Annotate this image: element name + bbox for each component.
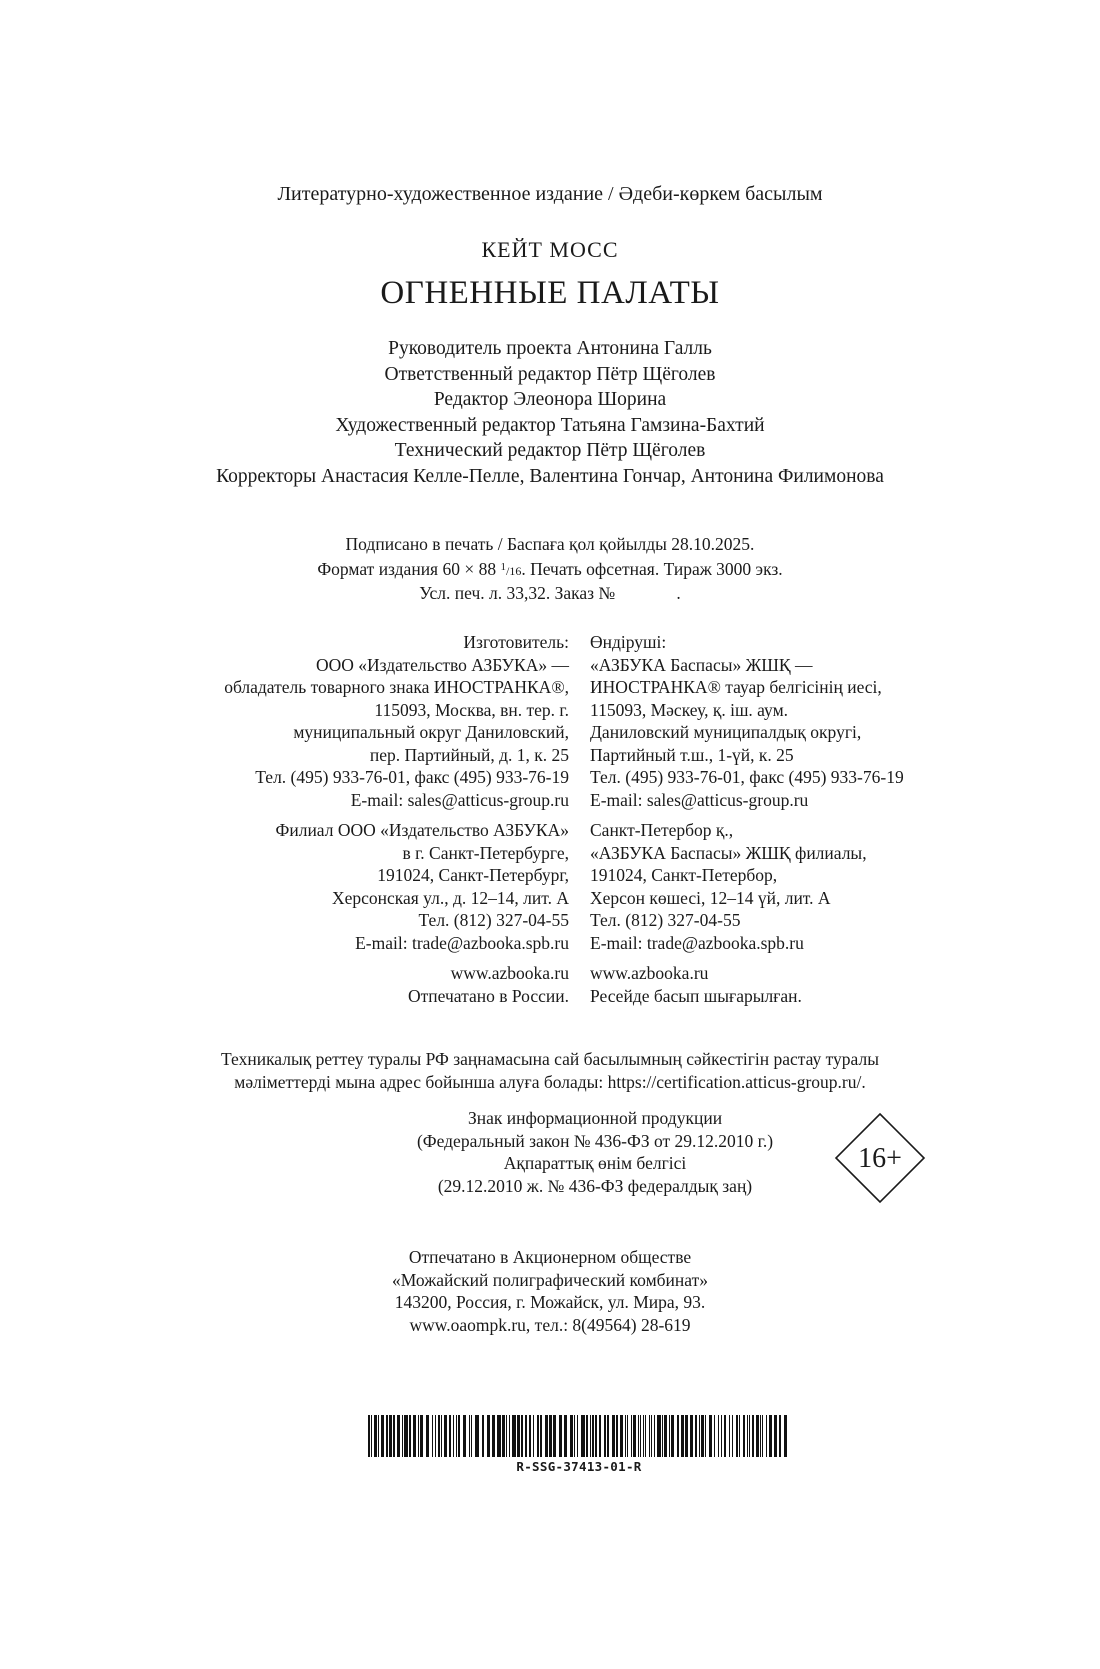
barcode-bar: [577, 1415, 578, 1457]
manufacturer-ru-line: Изготовитель:: [463, 632, 569, 652]
credit-line: Корректоры Анастасия Келле-Пелле, Валентина Гончар, Антонина Филимонова: [216, 465, 884, 487]
barcode-bar: [540, 1415, 542, 1457]
barcode-bar: [766, 1415, 767, 1457]
format-sub: /16: [505, 563, 522, 578]
barcode-bar: [654, 1415, 655, 1457]
credit-line: Художественный редактор Татьяна Гамзина-Бахтий: [335, 414, 765, 436]
barcode-bar: [502, 1415, 505, 1457]
barcode-bar: [397, 1415, 400, 1457]
sheets-line: Усл. печ. л. 33,32. Заказ № .: [419, 583, 681, 603]
manufacturer-kz-line: E-mail: sales@atticus-group.ru: [590, 789, 809, 810]
credit-line: Ответственный редактор Пётр Щёголев: [384, 363, 716, 385]
book-title: ОГНЕННЫЕ ПАЛАТЫ: [380, 275, 720, 311]
branch-ru-line: Тел. (812) 327-04-55: [418, 910, 569, 930]
manufacturer-kz-line: «АЗБУКА Баспасы» ЖШҚ —: [590, 654, 813, 675]
barcode-bar: [695, 1415, 697, 1457]
barcode-bar: [545, 1415, 548, 1457]
barcode-bar: [386, 1415, 388, 1457]
barcode-bar: [599, 1415, 601, 1457]
barcode-bar: [784, 1415, 787, 1457]
barcode-bar: [595, 1415, 597, 1457]
manufacturer-ru-line: 115093, Москва, вн. тер. г.: [374, 699, 569, 720]
tech-regulation: [0, 1048, 1100, 1093]
barcode-bar: [705, 1415, 706, 1457]
printer-line: 143200, Россия, г. Можайск, ул. Мира, 93.: [394, 1292, 706, 1312]
barcode-bar: [592, 1415, 594, 1457]
barcode-bar: [378, 1415, 379, 1457]
barcode-bar: [604, 1415, 606, 1457]
barcode-bar: [709, 1415, 712, 1457]
barcode-bar: [724, 1415, 726, 1457]
barcode-bar: [564, 1415, 567, 1457]
credit-line: Руководитель проекта Антонина Галль: [388, 338, 712, 359]
barcode-bar: [752, 1415, 754, 1457]
barcode-bar: [607, 1415, 609, 1457]
branch-kz-line: Санкт-Петербор қ.,: [590, 820, 734, 840]
branch-ru-line: Филиал ООО «Издательство АЗБУКА»: [275, 820, 569, 840]
barcode-bar: [643, 1415, 644, 1457]
barcode-bar: [469, 1415, 470, 1457]
barcode-bar: [574, 1415, 575, 1457]
manufacturer-kz-line: Өндіруші:: [590, 632, 667, 652]
barcode-bar: [662, 1415, 663, 1457]
barcode-bar: [533, 1415, 534, 1457]
printer-line: www.oaompk.ru, тел.: 8(49564) 28-619: [409, 1314, 691, 1335]
manufacturer-ru-line: обладатель товарного знака ИНОСТРАНКА®,: [224, 677, 569, 697]
manufacturer-ru-line: E-mail: sales@atticus-group.ru: [350, 789, 569, 810]
branch-ru-line: 191024, Санкт-Петербург,: [377, 865, 569, 885]
barcode-bar: [475, 1415, 479, 1457]
barcode-bar: [402, 1415, 403, 1457]
barcode-bar: [418, 1415, 419, 1457]
credits-block: [0, 336, 1100, 489]
manufacturer-ru-line: пер. Партийный, д. 1, к. 25: [369, 744, 569, 765]
barcode-bar: [762, 1415, 763, 1457]
barcode-bar: [453, 1415, 454, 1457]
barcode-bar: [640, 1415, 641, 1457]
barcode-bar: [435, 1415, 436, 1457]
branch-kz-line: 191024, Санкт-Петербор,: [590, 865, 778, 885]
manufacturer-kz-line: ИНОСТРАНКА® тауар белгісінің иесі,: [590, 677, 882, 697]
branch-ru-line: E-mail: trade@azbooka.spb.ru: [355, 932, 569, 953]
barcode-bar: [620, 1415, 623, 1457]
manufacturer-kz-line: Партийный т.ш., 1-үй, к. 25: [590, 744, 794, 765]
barcode-bar: [649, 1415, 650, 1457]
format-sup: 1: [500, 560, 506, 573]
info-sign-line: (29.12.2010 ж. № 436-ФЗ федералдық заң): [437, 1175, 753, 1196]
barcode-bar: [509, 1415, 510, 1457]
branch-ru: [276, 819, 569, 954]
barcode-bar: [612, 1415, 615, 1457]
barcode-bar: [739, 1415, 740, 1457]
web-kz: [590, 962, 802, 1007]
barcode-bar: [671, 1415, 674, 1457]
barcode-bar: [718, 1415, 719, 1457]
info-sign-line: Знак информационной продукции: [467, 1108, 723, 1128]
barcode-bar: [743, 1415, 745, 1457]
barcode-bar: [441, 1415, 442, 1457]
barcode-bar: [512, 1415, 516, 1457]
barcode-bar: [420, 1415, 423, 1457]
website-ru: www.azbooka.ru: [450, 963, 569, 983]
barcode-bar: [497, 1415, 501, 1457]
barcode-bar: [553, 1415, 556, 1457]
manufacturer-ru: [224, 631, 569, 811]
print-info: [0, 533, 1100, 605]
barcode-bar: [677, 1415, 679, 1457]
barcode-bar: [681, 1415, 684, 1457]
barcode-bar: [506, 1415, 507, 1457]
barcode-bar: [747, 1415, 748, 1457]
age-rating-text: 16+: [858, 1143, 902, 1174]
barcode-bar: [537, 1415, 539, 1457]
barcode-bar: [438, 1415, 440, 1457]
branch-kz: [590, 819, 867, 954]
credit-line: Редактор Элеонора Шорина: [433, 389, 667, 410]
barcode-bar: [521, 1415, 523, 1457]
edition-type: Литературно-художественное издание / Әдеби-көркем басылым: [277, 183, 823, 205]
printer-line: Отпечатано в Акционерном обществе: [408, 1247, 692, 1267]
barcode-bar: [559, 1415, 562, 1457]
barcode-bar: [631, 1415, 632, 1457]
branch-kz-line: Тел. (812) 327-04-55: [590, 910, 741, 930]
barcode-bar: [749, 1415, 750, 1457]
barcode-bar: [721, 1415, 722, 1457]
printed-in-kz: Ресейде басып шығарылған.: [590, 985, 802, 1006]
barcode-bar: [633, 1415, 636, 1457]
barcode-bar: [458, 1415, 460, 1457]
format-line: [0, 556, 1100, 583]
barcode-bar: [729, 1415, 730, 1457]
info-sign: [360, 1107, 830, 1197]
barcode-bar: [779, 1415, 781, 1457]
barcode-bar: [449, 1415, 451, 1457]
branch-ru-line: Херсонская ул., д. 12–14, лит. А: [331, 887, 569, 908]
barcode-bar: [409, 1415, 411, 1457]
barcode-bar: [756, 1415, 759, 1457]
format-suffix: . Печать офсетная. Тираж 3000 экз.: [521, 558, 783, 579]
barcode-bar: [732, 1415, 733, 1457]
barcode-bar: [657, 1415, 661, 1457]
barcode-bar: [736, 1415, 738, 1457]
barcode-bar: [517, 1415, 520, 1457]
barcode-bar: [638, 1415, 639, 1457]
barcode-bar: [625, 1415, 626, 1457]
manufacturer-ru-line: Тел. (495) 933-76-01, факс (495) 933-76-19: [255, 767, 569, 787]
signed-line: Подписано в печать / Баспаға қол қойылды 28.10.2025.: [345, 534, 755, 554]
age-rating-badge: [834, 1112, 926, 1204]
barcode-bar: [463, 1415, 466, 1457]
barcode-bar: [381, 1415, 384, 1457]
barcode-bar: [413, 1415, 416, 1457]
printer-info: [0, 1246, 1100, 1336]
barcode-bar: [529, 1415, 531, 1457]
barcode-label: R-SSG-37413-01-R: [516, 1459, 642, 1474]
barcode-bar: [586, 1415, 588, 1457]
barcode-bar: [404, 1415, 408, 1457]
tech-regulation-line: Техникалық реттеу туралы РФ заңнамасына сай басылымның сәйкестігін растау туралы: [221, 1049, 879, 1069]
barcode-bar: [570, 1415, 573, 1457]
barcode-bar: [393, 1415, 395, 1457]
manufacturer-ru-line: ООО «Издательство АЗБУКА» —: [315, 654, 569, 675]
info-sign-line: (Федеральный закон № 436-ФЗ от 29.12.2010 г.): [416, 1130, 774, 1151]
barcode-bar: [456, 1415, 457, 1457]
branch-kz-line: Херсон көшесі, 12–14 үй, лит. А: [590, 887, 831, 908]
barcode-bar: [690, 1415, 693, 1457]
printed-in-ru: Отпечатано в России.: [408, 985, 569, 1006]
credit-line: Технический редактор Пётр Щёголев: [394, 440, 706, 461]
barcode-bar: [444, 1415, 447, 1457]
barcode-bar: [627, 1415, 628, 1457]
barcode-bar: [581, 1415, 585, 1457]
barcode-bar: [685, 1415, 688, 1457]
manufacturer-kz-line: Тел. (495) 933-76-01, факс (495) 933-76-19: [590, 767, 904, 787]
barcode-bar: [374, 1415, 377, 1457]
barcode-bar: [760, 1415, 761, 1457]
barcode-bar: [389, 1415, 392, 1457]
barcode: [368, 1415, 790, 1457]
barcode-bar: [714, 1415, 715, 1457]
barcode-bar: [492, 1415, 495, 1457]
barcode-bar: [549, 1415, 552, 1457]
format-prefix: Формат издания 60 × 88: [317, 558, 501, 579]
barcode-bar: [482, 1415, 484, 1457]
tech-regulation-line: мәліметтерді мына адрес бойынша алуға болады: https://certification.atticus-group.ru/.: [234, 1071, 866, 1092]
barcode-bar: [774, 1415, 777, 1457]
barcode-bar: [426, 1415, 429, 1457]
barcode-bar: [769, 1415, 772, 1457]
website-kz: www.azbooka.ru: [590, 963, 709, 983]
barcode-bar: [590, 1415, 591, 1457]
barcode-bar: [432, 1415, 433, 1457]
book-author: КЕЙТ МОСС: [481, 237, 619, 262]
barcode-bar: [664, 1415, 667, 1457]
barcode-bar: [669, 1415, 670, 1457]
manufacturer-kz-line: 115093, Мәскеу, қ. іш. аум.: [590, 699, 789, 720]
web-ru: [408, 962, 569, 1007]
barcode-bar: [371, 1415, 372, 1457]
barcode-bar: [525, 1415, 527, 1457]
branch-ru-line: в г. Санкт-Петербурге,: [402, 842, 569, 863]
barcode-bar: [471, 1415, 472, 1457]
barcode-bar: [616, 1415, 618, 1457]
barcode-bar: [368, 1415, 370, 1457]
branch-kz-line: E-mail: trade@azbooka.spb.ru: [590, 932, 804, 953]
manufacturer-ru-line: муниципальный округ Даниловский,: [293, 722, 569, 742]
manufacturer-kz: [590, 631, 904, 811]
barcode-bar: [645, 1415, 646, 1457]
manufacturer-kz-line: Даниловский муниципалдық округі,: [590, 722, 862, 742]
barcode-bar: [701, 1415, 704, 1457]
branch-kz-line: «АЗБУКА Баспасы» ЖШҚ филиалы,: [590, 842, 867, 863]
barcode-bar: [699, 1415, 700, 1457]
barcode-bar: [487, 1415, 490, 1457]
printer-line: «Можайский полиграфический комбинат»: [392, 1269, 708, 1290]
barcode-bar: [651, 1415, 652, 1457]
info-sign-line: Ақпараттық өнім белгісі: [503, 1153, 687, 1173]
